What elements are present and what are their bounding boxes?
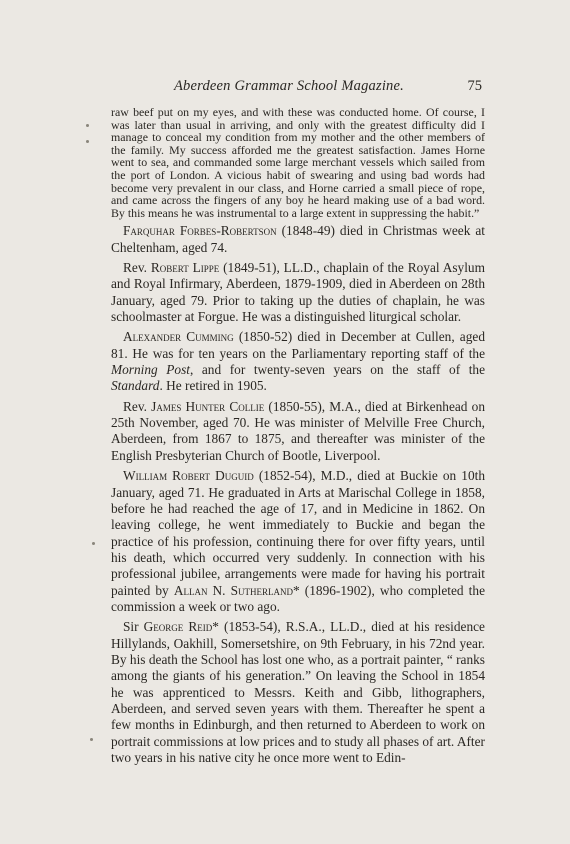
margin-mark — [90, 738, 93, 741]
page-number: 75 — [467, 78, 482, 94]
article-body — [111, 106, 485, 770]
obituary-paragraph: William Robert Duguid (1852-54), M.D., died at Buckie on 10th January, aged 71. He graduated in Arts at Marischal College in 1858, before he had reached the age of 17, and in Medicine in 1862. On leaving college, he went immediately to Buckie and began the practice of his profession, continuing there for over fifty years, until his death, which occurred very suddenly. In connection with his professional jubilee, arrangements were made for having his portrait painted by Allan N. Sutherland* (1896-1902), who completed the commission a week or two ago. — [111, 468, 486, 614]
publication-title: Standard — [111, 378, 160, 394]
person-name: Robert Lippe — [150, 260, 220, 276]
person-name: Allan N. Sutherland* — [173, 582, 300, 598]
person-name: Alexander Cumming — [123, 329, 234, 345]
obituary-paragraph: Alexander Cumming (1850-52) died in December at Cullen, aged 81. He was for ten years on the Parliamentary reporting staff of the Morning Post, and for twenty-seven years on the staff of the Standard. He retired in 1905. — [111, 329, 485, 394]
obituary-paragraph: Farquhar Forbes-Robertson (1848-49) died in Christmas week at Cheltenham, aged 74. — [111, 223, 485, 255]
margin-mark — [86, 140, 89, 143]
running-header — [112, 78, 484, 98]
quoted-passage: raw beef put on my eyes, and with these was conducted home. Of course, I was later than usual in arriving, and only with the greatest difficulty did I manage to conceal my condition from my mother and the other members of the family. My success afforded me the greatest satisfaction. James Horne went to sea, and commanded some large merchant vessels which sailed from the port of London. A vicious habit of swearing and using bad words had become very prevalent in our class, and Horne carried a small piece of rope, and came across the fingers of any boy he heard making use of a bad word. By this means he was instrumental to a large extent in suppressing the habit.” — [111, 105, 485, 220]
person-name: Farquhar Forbes-Robertson — [123, 223, 277, 239]
margin-mark — [86, 124, 89, 127]
person-name: William Robert Duguid — [123, 468, 254, 484]
margin-mark — [92, 542, 95, 545]
person-name: George Reid* — [143, 619, 219, 635]
obituary-paragraph: Rev. James Hunter Collie (1850-55), M.A., died at Birkenhead on 25th November, aged 70. He was minister of Melville Free Church, Aberdeen, from 1867 to 1875, and thereafter was minister of the English Presbyterian Church of Bootle, Liverpool. — [111, 398, 485, 463]
publication-title: Morning Post — [111, 362, 190, 378]
magazine-title: Aberdeen Grammar School Magazine. — [174, 78, 404, 94]
person-name: James Hunter Collie — [151, 398, 265, 414]
obituary-paragraph: Sir George Reid* (1853-54), R.S.A., LL.D., died at his residence Hillylands, Oakhill, Somersetshire, on 9th February, in his 72nd year. By his death the School has lost one who, as a portrait painter, “ ranks among the giants of his generation.” On leaving the School in 1854 he was apprenticed to Messrs. Keith and Gibb, lithographers, Aberdeen, and served seven years with them. Thereafter he spent a few months in Edinburgh, and then returned to Aberdeen to work on portrait commissions at low prices and to study all phases of art. After two years in his native city he once more went to Edin- — [111, 619, 485, 765]
obituary-paragraph: Rev. Robert Lippe (1849-51), LL.D., chaplain of the Royal Asylum and Royal Infirmary, Aberdeen, 1879-1909, died in Aberdeen on 28th January, aged 79. Prior to taking up the duties of chaplain, he was schoolmaster at Forgue. He was a distinguished liturgical scholar. — [111, 260, 485, 325]
